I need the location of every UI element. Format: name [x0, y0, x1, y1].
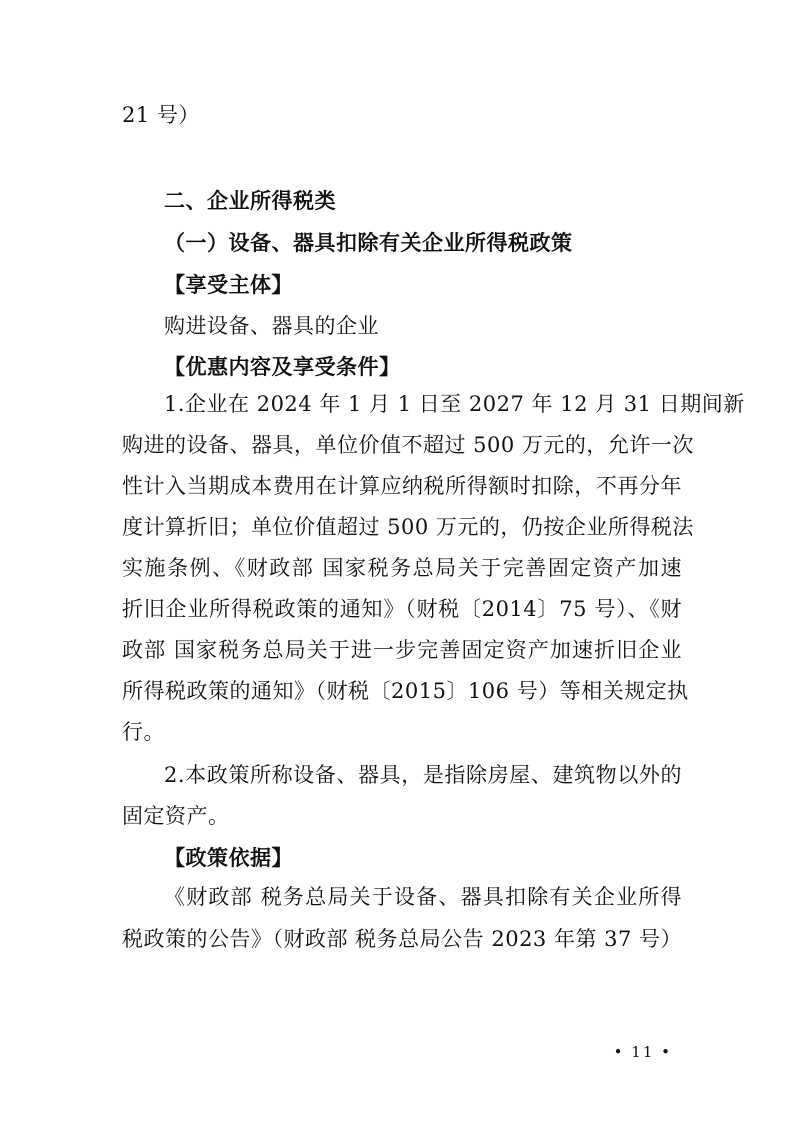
continued-reference: 21 号） — [122, 103, 200, 127]
item-2-line: 固定资产。 — [122, 804, 230, 828]
item-2-line: 2.本政策所称设备、器具，是指除房屋、建筑物以外的 — [164, 763, 682, 787]
item-1-line: 1.企业在 2024 年 1 月 1 日至 2027 年 12 月 31 日期间新 — [164, 392, 745, 416]
item-1-line: 性计入当期成本费用在计算应纳税所得额时扣除，不再分年 — [122, 474, 682, 498]
item-1-line: 行。 — [122, 720, 165, 744]
item-1-line: 购进的设备、器具，单位价值不超过 500 万元的，允许一次 — [122, 433, 694, 457]
content-heading: 【优惠内容及享受条件】 — [164, 355, 401, 379]
page-number: • 11 • — [613, 1043, 672, 1061]
item-1-line: 实施条例、《财政部 国家税务总局关于完善固定资产加速 — [122, 556, 682, 580]
basis-line: 《财政部 税务总局关于设备、器具扣除有关企业所得 — [164, 885, 682, 909]
item-1-line: 折旧企业所得税政策的通知》（财税〔2014〕75 号）、《财 — [122, 597, 682, 621]
basis-line: 税政策的公告》（财政部 税务总局公告 2023 年第 37 号） — [122, 927, 683, 951]
subject-text: 购进设备、器具的企业 — [164, 314, 379, 338]
section-title: 二、企业所得税类 — [164, 189, 336, 213]
subsection-title: （一）设备、器具扣除有关企业所得税政策 — [164, 231, 573, 255]
item-1-line: 所得税政策的通知》（财税〔2015〕106 号）等相关规定执 — [122, 679, 689, 703]
item-1-line: 度计算折旧；单位价值超过 500 万元的，仍按企业所得税法 — [122, 515, 694, 539]
subject-heading: 【享受主体】 — [164, 273, 293, 297]
basis-heading: 【政策依据】 — [164, 846, 293, 870]
item-1-line: 政部 国家税务总局关于进一步完善固定资产加速折旧企业 — [122, 638, 682, 662]
